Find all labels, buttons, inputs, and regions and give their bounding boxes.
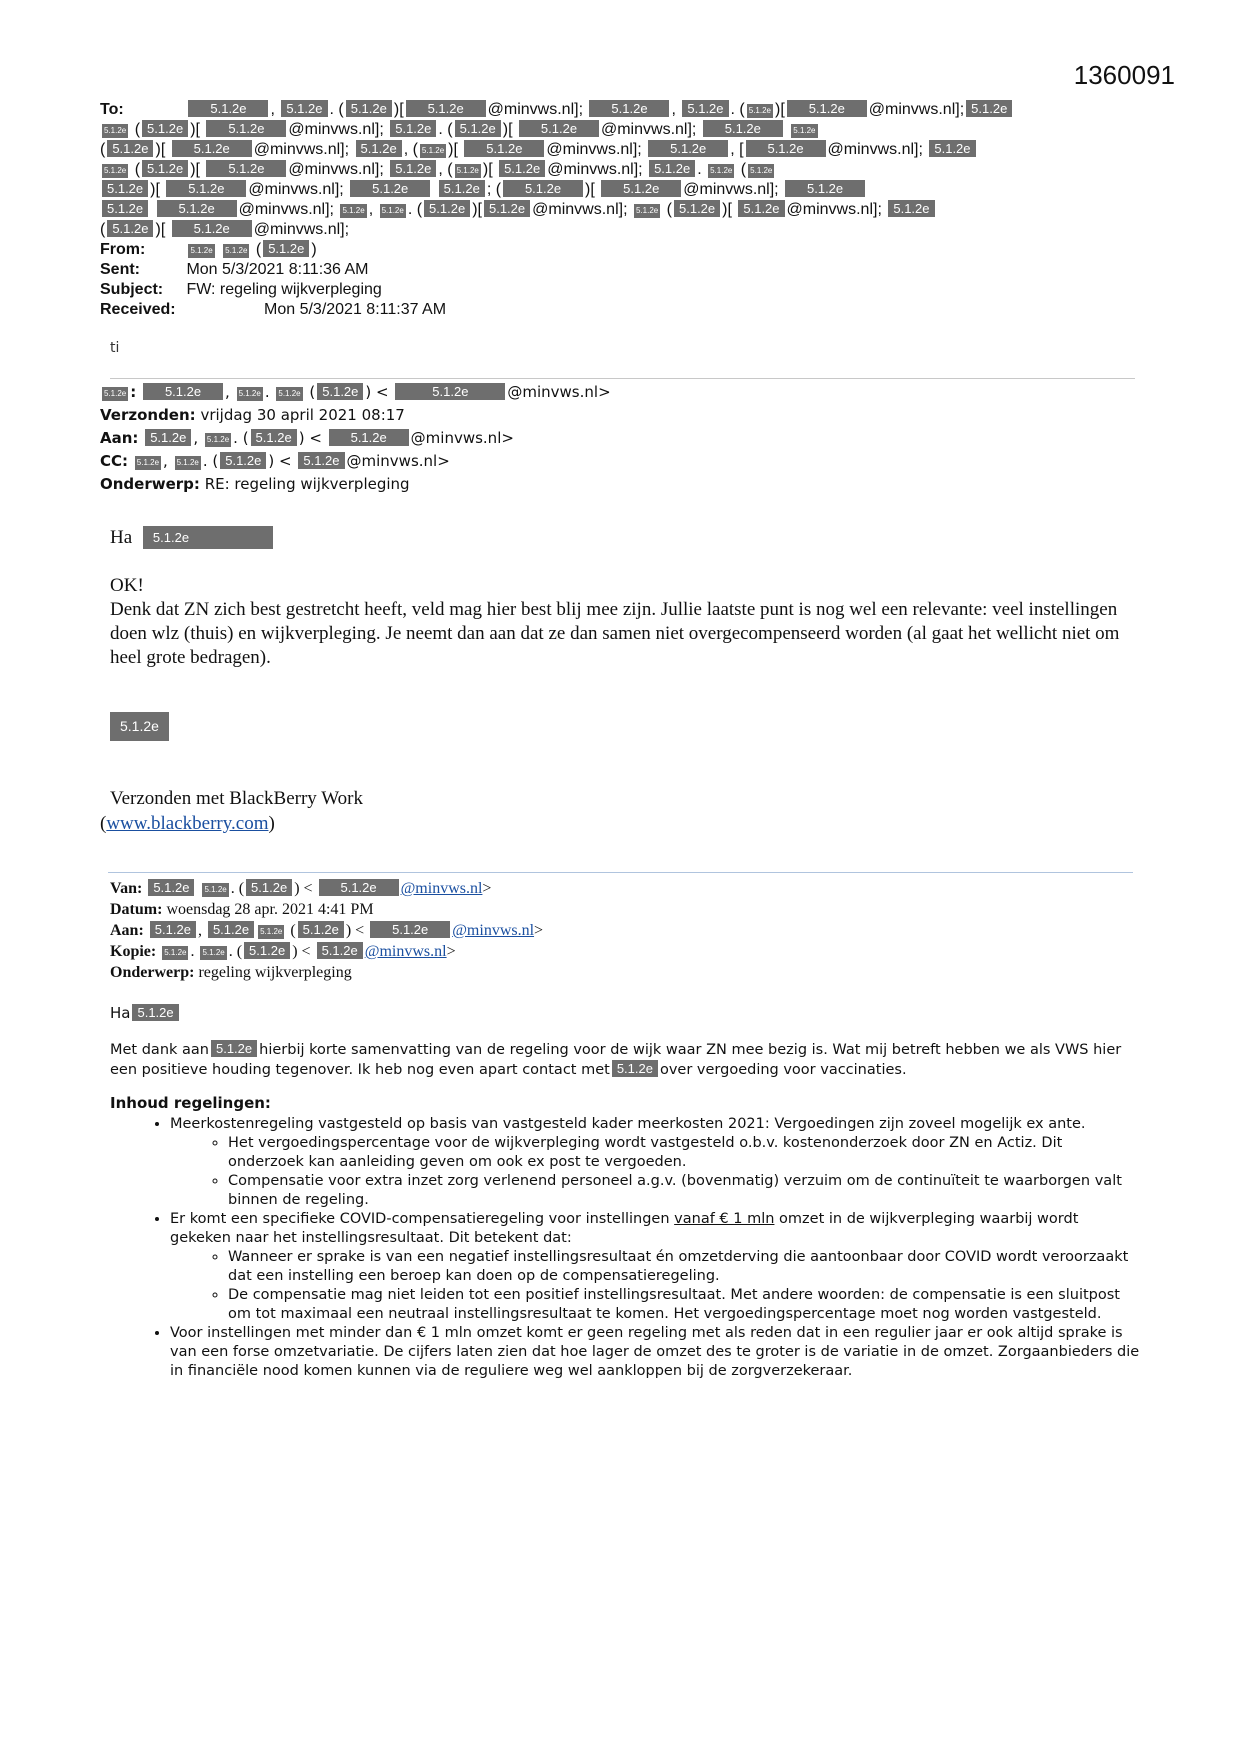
redaction-block: 5.1.2e — [107, 220, 153, 237]
mail1-domain: @minvws.nl]; — [288, 161, 384, 178]
redaction-block: 5.1.2e — [747, 104, 773, 118]
redaction-block: 5.1.2e — [142, 160, 188, 177]
redaction-block: 5.1.2e — [455, 120, 501, 137]
mail2-ok: OK! — [110, 575, 144, 596]
mail1-domain: @minvws.nl]; — [248, 181, 344, 198]
redaction-block: 5.1.2e — [150, 921, 196, 938]
redaction-block: 5.1.2e — [589, 100, 669, 117]
mail3-from-email-link[interactable]: @minvws.nl — [400, 880, 483, 897]
redaction-block: 5.1.2e — [298, 921, 344, 938]
mail3-intro-2: hierbij korte samenvatting van de regeling voor de wijk waar ZN mee bezig is. Wat mij betreft hebben we als VWS hier een positieve houding tegenover. Ik heb nog even apart contact met — [110, 1042, 1122, 1078]
redaction-block: 5.1.2e — [674, 200, 720, 217]
redaction-block: 5.1.2e — [370, 921, 450, 938]
mail2-signature — [108, 712, 171, 741]
list-item: ◦ Compensatie voor extra inzet zorg verlenend personeel a.g.v. (bovenmatig) verzuim om de continuïteit te waarborgen valt binnen de regeling. — [228, 1172, 1140, 1210]
mail2-sent-row — [100, 404, 1140, 427]
redaction-block: 5.1.2e — [102, 180, 148, 197]
bullet-text: omzet in de wijkverpleging waarbij wordt gekeken naar het instellingsresultaat. Dit betekent dat: — [170, 1211, 1079, 1246]
redaction-block: 5.1.2e — [276, 387, 302, 401]
mail2-sent-label: Verzonden: — [100, 406, 196, 424]
mail2-cc-label: CC: — [100, 452, 129, 470]
mail1-received-label: Received: — [100, 301, 176, 318]
mail3-intro-3: over vergoeding voor vaccinaties. — [659, 1062, 907, 1078]
redaction-block: 5.1.2e — [172, 220, 252, 237]
mail1-domain: @minvws.nl]; — [288, 121, 384, 138]
mail2-from-row: 5.1.2e : 5.1.2e , 5.1.2e . 5.1.2e ( 5.1.2e ) < 5.1.2e @minvws.nl> — [104, 383, 611, 401]
mail1-domain: @minvws.nl]; — [546, 141, 642, 158]
redaction-block: 5.1.2e — [519, 120, 599, 137]
mail1-to-row: ( 5.1.2e )[ 5.1.2e @minvws.nl]; 5.1.2e , ( 5.1.2e )[ 5.1.2e @minvws.nl]; 5.1.2e , [ 5.1.2e @minvws.nl]; 5.1.2e — [100, 140, 1140, 160]
mail1-subject-value: FW: regeling wijkverpleging — [186, 281, 382, 298]
list-item: ◦ Het vergoedingspercentage voor de wijkverpleging wordt vastgesteld o.b.v. kostenonderzoek door ZN en Actiz. Dit onderzoek kan aanleiding geven om ook ex post te vergoeden. — [228, 1134, 1140, 1172]
redaction-block: 5.1.2e — [346, 100, 392, 117]
mail1-domain: @minvws.nl]; — [547, 161, 643, 178]
mail1-to-row: To: 5.1.2e , 5.1.2e . ( 5.1.2e )[ 5.1.2e @minvws.nl]; 5.1.2e , 5.1.2e . ( 5.1.2e )[ 5.1.2e @minvws.nl]; 5.1.2e — [100, 100, 1140, 120]
underlined-text: vanaf € 1 mln — [674, 1211, 775, 1227]
mail1-body: ti — [110, 340, 120, 356]
mail2-subject-value: RE: regeling wijkverpleging — [204, 475, 410, 493]
redaction-block: 5.1.2e — [390, 120, 436, 137]
redaction-block: 5.1.2e — [162, 946, 188, 960]
mail3-greeting: Ha — [110, 1004, 131, 1022]
redaction-block: 5.1.2e — [246, 879, 292, 896]
mail3-to-row: Aan: 5.1.2e , 5.1.2e 5.1.2e ( 5.1.2e ) < 5.1.2e @minvws.nl> — [110, 922, 544, 939]
mail1-to-row: 5.1.2e 5.1.2e @minvws.nl]; 5.1.2e , 5.1.2e . ( 5.1.2e )[ 5.1.2e @minvws.nl]; 5.1.2e ( 5.1.2e )[ 5.1.2e @minvws.nl]; 5.1.2e — [100, 200, 1140, 220]
mail3-from-label: Van: — [110, 880, 143, 897]
redaction-block: 5.1.2e — [237, 387, 263, 401]
sub-list — [170, 1134, 1140, 1210]
redaction-block: 5.1.2e — [464, 140, 544, 157]
bullet-text: Meerkostenregeling vastgesteld op basis van vastgesteld kader meerkosten 2021: Vergoedingen zijn zoveel mogelijk ex ante. — [170, 1116, 1086, 1132]
mail2-header — [100, 378, 1140, 496]
mail3-greeting-row — [110, 1004, 181, 1022]
mail1-domain: @minvws.nl]; — [253, 141, 350, 158]
list-item: • Voor instellingen met minder dan € 1 mln omzet komt er geen regeling met als reden dat in een regulier jaar er ook altijd sprake is van een forse omzetvariatie. De cijfers laten zien dat hoe lager de omzet des te groter is de variatie in de omzet. Zorgaanbieders die in financiële nood komen kunnen via de reguliere weg wel aankloppen bij de zorgverzekeraar. — [170, 1324, 1140, 1381]
mail3-to-label: Aan: — [110, 922, 144, 939]
redaction-block: 5.1.2e — [102, 387, 128, 401]
sub-list — [170, 1248, 1140, 1324]
mail1-domain: @minvws.nl]; — [253, 221, 350, 238]
redaction-block: 5.1.2e — [682, 100, 728, 117]
mail2-cc-domain: @minvws.nl> — [346, 452, 450, 470]
list-item — [170, 1115, 1140, 1210]
mail1-sent-row — [100, 260, 1140, 280]
mail2-cc-row: CC: 5.1.2e , 5.1.2e . ( 5.1.2e ) < 5.1.2e @minvws.nl> — [100, 452, 450, 470]
redaction-block: 5.1.2e — [172, 140, 252, 157]
redaction-block: 5.1.2e — [791, 124, 817, 138]
mail3-copy-label: Kopie: — [110, 943, 157, 960]
mail2-subject-label: Onderwerp: — [100, 475, 200, 493]
mail1-domain: @minvws.nl]; — [786, 201, 882, 218]
mail2-body — [110, 574, 1130, 670]
redaction-block: 5.1.2e — [263, 240, 309, 257]
redaction-block: 5.1.2e — [205, 433, 231, 447]
redaction-block: 5.1.2e — [110, 712, 169, 741]
mail3-subject-value: regeling wijkverpleging — [198, 964, 352, 981]
redaction-block: 5.1.2e — [503, 180, 583, 197]
redaction-block: 5.1.2e — [703, 120, 783, 137]
redaction-block: 5.1.2e — [281, 100, 327, 117]
mail1-domain: @minvws.nl]; — [238, 201, 334, 218]
redaction-block: 5.1.2e — [395, 383, 505, 400]
redaction-block: 5.1.2e — [317, 942, 363, 959]
redaction-block: 5.1.2e — [188, 100, 268, 117]
mail1-subject-row — [100, 280, 1140, 300]
redaction-block: 5.1.2e — [966, 100, 1012, 117]
redaction-block: 5.1.2e — [206, 120, 286, 137]
mail1-domain: @minvws.nl]; — [827, 141, 923, 158]
redaction-block: 5.1.2e — [102, 164, 128, 178]
redaction-block: 5.1.2e — [166, 180, 246, 197]
mail1-to-label: To: — [100, 101, 124, 118]
redaction-block: 5.1.2e — [601, 180, 681, 197]
redaction-block: 5.1.2e — [499, 160, 545, 177]
redaction-block: 5.1.2e — [340, 204, 366, 218]
redaction-block: 5.1.2e — [188, 244, 214, 258]
redaction-block: 5.1.2e — [145, 429, 191, 446]
list-item — [170, 1210, 1140, 1324]
redaction-block: 5.1.2e — [202, 883, 228, 897]
mail1-domain: @minvws.nl]; — [487, 101, 584, 118]
blackberry-link[interactable]: www.blackberry.com — [106, 813, 269, 834]
redaction-block: 5.1.2e — [135, 456, 161, 470]
redaction-block: 5.1.2e — [206, 160, 286, 177]
mail3-date-label: Datum: — [110, 901, 163, 918]
bullet-text: Er komt een specifieke COVID-compensatieregeling voor instellingen — [170, 1211, 670, 1227]
mail2-to-row: Aan: 5.1.2e , 5.1.2e . ( 5.1.2e ) < 5.1.2e @minvws.nl> — [100, 429, 514, 447]
redaction-block: 5.1.2e — [107, 140, 153, 157]
redaction-block: 5.1.2e — [708, 164, 734, 178]
redaction-block: 5.1.2e — [148, 879, 194, 896]
redaction-block: 5.1.2e — [142, 120, 188, 137]
mail3-from-row: Van: 5.1.2e 5.1.2e . ( 5.1.2e ) < 5.1.2e @minvws.nl> — [110, 880, 492, 897]
redaction-block: 5.1.2e — [350, 180, 430, 197]
redaction-block: 5.1.2e — [132, 1004, 178, 1021]
redaction-block: 5.1.2e — [424, 200, 470, 217]
redaction-block: 5.1.2e — [929, 140, 975, 157]
mail1-domain: @minvws.nl]; — [532, 201, 628, 218]
mail1-to-row: 5.1.2e )[ 5.1.2e @minvws.nl]; 5.1.2e 5.1.2e ; ( 5.1.2e )[ 5.1.2e @minvws.nl]; 5.1.2e — [100, 180, 1140, 200]
mail2-from-domain: @minvws.nl> — [507, 383, 611, 401]
mail1-domain: @minvws.nl]; — [683, 181, 779, 198]
mail2-greeting-row — [110, 526, 275, 549]
mail2-subject-row — [100, 473, 1140, 496]
redaction-block: 5.1.2e — [102, 124, 128, 138]
mail1-to-row: 5.1.2e ( 5.1.2e )[ 5.1.2e @minvws.nl]; 5.1.2e , ( 5.1.2e )[ 5.1.2e @minvws.nl]; 5.1.2e . 5.1.2e ( 5.1.2e — [104, 161, 773, 178]
mail1-domain: @minvws.nl]; — [600, 121, 697, 138]
mail1-received-row — [100, 300, 1140, 320]
document-number: 1360091 — [1073, 60, 1175, 90]
redaction-block: 5.1.2e — [319, 879, 399, 896]
redaction-block: 5.1.2e — [484, 200, 530, 217]
redaction-block: 5.1.2e — [648, 140, 728, 157]
mail3-date-row — [110, 899, 543, 920]
mail3-to-email-link[interactable]: @minvws.nl — [452, 922, 535, 939]
redaction-block: 5.1.2e — [102, 200, 148, 217]
mail1-sent-value: Mon 5/3/2021 8:11:36 AM — [186, 261, 369, 278]
mail3-heading: Inhoud regelingen: — [110, 1094, 271, 1112]
redaction-block: 5.1.2e — [356, 140, 402, 157]
mail3-body — [110, 1040, 1140, 1381]
redaction-block: 5.1.2e — [888, 200, 934, 217]
redaction-block: 5.1.2e — [258, 925, 284, 939]
mail3-intro — [110, 1040, 1140, 1080]
redaction-block: 5.1.2e — [787, 100, 867, 117]
mail1-from-row: From: 5.1.2e 5.1.2e ( 5.1.2e ) — [100, 241, 317, 258]
redaction-block: 5.1.2e — [211, 1040, 257, 1057]
redaction-block: 5.1.2e — [748, 164, 774, 178]
list-item: ◦ Wanneer er sprake is van een negatief instellingsresultaat én omzetderving die aantoonbaar door COVID wordt veroorzaakt dat een instelling een beroep kan doen op de compensatieregeling. — [228, 1248, 1140, 1286]
redaction-block: 5.1.2e — [634, 204, 660, 218]
mail1-to-row: ( 5.1.2e )[ 5.1.2e @minvws.nl]; — [100, 221, 350, 238]
redaction-block: 5.1.2e — [738, 200, 784, 217]
regelingen-list — [110, 1115, 1140, 1381]
mail2-footer — [100, 786, 363, 836]
redaction-block: 5.1.2e — [649, 160, 695, 177]
redaction-block: 5.1.2e — [175, 456, 201, 470]
redaction-block: 5.1.2e — [208, 921, 254, 938]
mail2-bb-link-row: (www.blackberry.com) — [100, 813, 275, 834]
redaction-block: 5.1.2e — [298, 452, 344, 469]
redaction-block: 5.1.2e — [612, 1060, 658, 1077]
mail2-sent-with: Verzonden met BlackBerry Work — [110, 788, 363, 809]
mail2-paragraph: Denk dat ZN zich best gestretcht heeft, veld mag hier best blij mee zijn. Jullie laatste punt is nog wel een relevante: veel instellingen doen wlz (thuis) en wijkverpleging. Je neemt dan aan dat ze dan samen niet overgecompenseerd worden (al gaat het wellicht niet om heel grote bedragen). — [110, 599, 1120, 668]
redaction-block: 5.1.2e — [406, 100, 486, 117]
mail2-to-domain: @minvws.nl> — [410, 429, 514, 447]
divider — [110, 378, 1135, 379]
redaction-block: 5.1.2e — [157, 200, 237, 217]
mail3-subject-label: Onderwerp: — [110, 964, 195, 981]
mail1-header — [100, 100, 1140, 358]
redaction-block: 5.1.2e — [200, 946, 226, 960]
redaction-block: 5.1.2e — [380, 204, 406, 218]
redaction-block: 5.1.2e — [223, 244, 249, 258]
redaction-block: 5.1.2e — [746, 140, 826, 157]
redaction-block: 5.1.2e — [439, 180, 485, 197]
mail3-date-value: woensdag 28 apr. 2021 4:41 PM — [166, 901, 374, 918]
mail1-received-value: Mon 5/3/2021 8:11:37 AM — [264, 301, 447, 318]
redaction-block: 5.1.2e — [143, 526, 273, 549]
divider — [108, 872, 1133, 873]
mail2-sent-value: vrijdag 30 april 2021 08:17 — [200, 406, 405, 424]
mail3-header — [110, 878, 543, 983]
mail1-sent-label: Sent: — [100, 261, 140, 278]
redaction-block: 5.1.2e — [390, 160, 436, 177]
mail3-copy-email-link[interactable]: @minvws.nl — [364, 943, 447, 960]
mail1-domain: @minvws.nl]; — [868, 101, 965, 118]
redaction-block: 5.1.2e — [329, 429, 409, 446]
mail2-to-label: Aan: — [100, 429, 139, 447]
redaction-block: 5.1.2e — [420, 144, 446, 158]
redaction-block: 5.1.2e — [143, 383, 223, 400]
redaction-block: 5.1.2e — [220, 452, 266, 469]
mail3-intro-1: Met dank aan — [110, 1042, 209, 1058]
redaction-block: 5.1.2e — [455, 164, 481, 178]
mail1-to-row: 5.1.2e ( 5.1.2e )[ 5.1.2e @minvws.nl]; 5.1.2e . ( 5.1.2e )[ 5.1.2e @minvws.nl]; 5.1.2e 5.1.2e — [104, 121, 816, 138]
mail2-greeting: Ha — [110, 527, 133, 548]
mail3-subject-row — [110, 962, 543, 983]
mail3-copy-row: Kopie: 5.1.2e . 5.1.2e . ( 5.1.2e ) < 5.1.2e @minvws.nl> — [110, 943, 456, 960]
list-item: ◦ De compensatie mag niet leiden tot een positief instellingsresultaat. Met andere woorden: de compensatie is een sluitpost om tot maximaal een neutraal instellingsresultaat te komen. Het vergoedingspercentage moet nog worden vastgesteld. — [228, 1286, 1140, 1324]
mail1-subject-label: Subject: — [100, 281, 164, 298]
redaction-block: 5.1.2e — [251, 429, 297, 446]
mail1-from-label: From: — [100, 241, 146, 258]
redaction-block: 5.1.2e — [244, 942, 290, 959]
redaction-block: 5.1.2e — [785, 180, 865, 197]
redaction-block: 5.1.2e — [317, 383, 363, 400]
